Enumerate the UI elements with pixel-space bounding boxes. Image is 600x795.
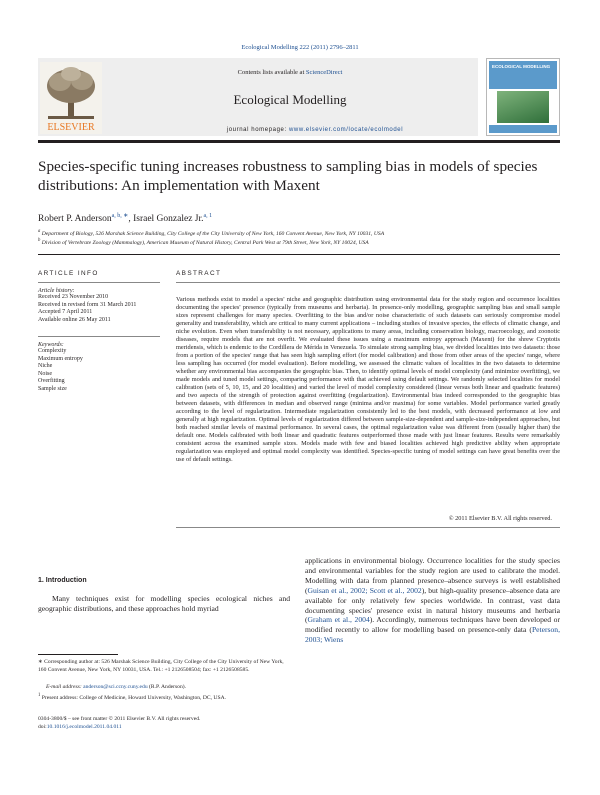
contents-line: Contents lists available at ScienceDirect [237,69,343,76]
homepage-link[interactable]: www.elsevier.com/locate/ecolmodel [288,127,404,133]
keyword: Complexity [38,348,67,354]
intro-paragraph: Many techniques exist for modelling species ecological niches and geographic distributions, and these approaches hold myriad [38,594,290,613]
citation-link[interactable]: Guisan et al., 2002; Scott et al., 2002 [307,585,422,595]
author-name: Robert P. Anderson [38,214,112,225]
author-affiliation-marks[interactable]: a, b, ∗ [111,213,129,219]
history-item: Received 23 November 2010 [38,294,109,300]
header-rule [38,140,560,143]
elsevier-tree-logo [40,62,102,134]
article-info-heading: ARTICLE INFO [38,270,99,277]
history-item: Received in revised form 31 March 2011 [38,301,137,308]
email-link[interactable]: anderson@sci.ccny.cuny.edu [83,684,148,690]
keyword: Noise [38,370,52,377]
affiliation: $^b$ Division of Vertebrate Zoology (Mammalogy), American Museum of Natural History, Central Park West at 79th Street, New York, NY 10024, USA [38,238,369,246]
divider [38,254,560,255]
citation-link[interactable]: Graham et al., 2004 [307,615,370,625]
author-line: Robert P. Anderson$^{a, b, ∗}$, Israel Gonzalez Jr.$^{a, 1}$ [38,213,213,225]
email-footnote: E-mail address: anderson@sci.ccny.cuny.edu (R.P. Anderson). [46,684,187,690]
journal-homepage-line: journal homepage: www.elsevier.com/locate/ecolmodel [226,127,404,133]
copyright: © 2011 Elsevier B.V. All rights reserved. [448,515,552,522]
present-address-footnote: $^1$ Present address: College of Medicine, Howard University, Washington, DC, USA. [38,693,227,701]
divider [176,527,560,528]
keyword: Maximum entropy [38,355,83,362]
doi-line: doi:10.1016/j.ecolmodel.2011.04.011 [38,724,122,730]
abstract-heading: ABSTRACT [176,270,222,277]
sciencedirect-link[interactable]: ScienceDirect [305,69,343,76]
cover-bar [489,125,557,133]
article-title: Species-specific tuning increases robustness to sampling bias in models of species distributions: An implementation with Maxent [38,158,538,194]
cover-title: ECOLOGICAL MODELLING [492,64,551,69]
footnote-rule [38,654,118,655]
abstract-text: Various methods exist to model a species' niche and geographic distribution using environmental data for the study region and occurrence localities documenting the species' presence (typically from museums and herbaria). In presence-only modelling, geographic sampling bias and small sample sizes represent challenges for many species. Overfitting to the bias and/or noise characteristic of such datasets can seriously compromise model generality and transferability, which are critical to many current applications – including studies of invasive species, the effects of climatic change, and niche evolution. Even when transferability is not necessary, applications to many areas, including conservation biology, macroecology, and zoonotic diseases, require models that are not overfit. We evaluated these issues using a maximum entropy approach (Maxent) for the shrew Cryptotis meridensis, which is endemic to the Cordillera de Mérida in Venezuela. To simulate strong sampling bias, we divided localities into two datasets: those from a portion of the species' range that has seen high sampling effort (for model calibration) and those from other areas of the species' range, where less sampling has occurred (for model evaluation). Before modelling, we assessed the climatic values of localities in the two datasets to determine whether any environmental bias accompanies the geographic bias. Then, to identify optimal levels of model complexity (and minimize overfitting), we made models and tuned model settings, comparing performance with that achieved using default settings. We randomly selected localities for model calibration (sets of 5, 10, 15, and 20 localities) and varied the level of model complexity considered (linear versus both linear and quadratic features) and two aspects of the strength of protection against overfitting (regularization). Environmental bias indeed corresponded to the geographic bias between datasets, with differences in median and observed range (minima and/or maxima) for some variables. Model performance varied greatly according to the level of regularization. Intermediate regularization consistently led to the best models, with decreased performance at low and generally at high regularization. Optimal levels of regularization differed between sample-size-dependent and sample-size-independent approaches, but both reached similar levels of maximal performance. In several cases, the optimal regularization value was different from (usually higher than) the default one. Models calibrated with both linear and quadratic features outperformed those made with just linear features. Results were remarkably consistent across the examined sample sizes. Models made with few and biased localities achieved high predictive ability when appropriate regularization was employed and optimal model complexity was identified. Species-specific tuning of model settings can have great benefits over the use of default settings. [176,296,560,463]
author-name: Israel Gonzalez Jr. [133,214,204,225]
history-item: Available online 26 May 2011 [38,316,111,323]
journal-reference[interactable]: Ecological Modelling 222 (2011) 2796–2811 [241,44,359,51]
issn-line: 0304-3800/$ – see front matter © 2011 Elsevier B.V. All rights reserved. [38,716,201,722]
intro-paragraph-continued: applications in environmental biology. Occurrence localities for the study species and environmental variables for the study region are used to calibrate the model. Modelling with data from planned presence–absence surveys is well established (Guisan et al., 2002; Scott et al., 2002), but high-quality presence–absence data are available for only relatively few species worldwide. In contrast, vast data documenting species' presence exist in natural history museums and herbaria (Graham et al., 2004). Accordingly, numerous techniques have been developed or modified recently to allow for modelling based on presence-only data (Peterson, 2003; Wiens [305,556,560,645]
keyword: Overfitting [38,378,65,385]
keywords: Keywords: Complexity Maximum entropy Niche Noise Overfitting Sample size [38,342,163,394]
affiliation: $^a$ Department of Biology, 526 Marshak Science Building, City College of the City University of New York, 160 Convent Avenue, New York, NY 10031, USA [38,229,385,237]
divider [176,282,560,283]
keyword: Niche [38,363,53,370]
divider [38,282,160,283]
journal-cover-thumbnail [486,58,560,136]
doi-link[interactable]: 10.1016/j.ecolmodel.2011.04.011 [46,724,122,730]
article-history: Article history: Received 23 November 2010 Received in revised form 31 March 2011 Accepted 7 April 2011 Available online 26 May 2011 [38,288,163,324]
journal-title: Ecological Modelling [233,92,347,107]
keyword: Sample size [38,385,67,392]
elsevier-wordmark: ELSEVIER [47,122,95,133]
history-item: Accepted 7 April 2011 [38,309,93,316]
section-heading: 1. Introduction [38,577,87,584]
cover-image [497,91,549,123]
author-affiliation-marks[interactable]: a, 1 [203,213,213,219]
divider [38,336,160,337]
citation-link[interactable]: Peterson, 2003; Wiens [305,625,560,645]
corresponding-footnote: ∗ Corresponding author at: 526 Marshak Science Building, City College of the City University of New York, 160 Convent Avenue, New York, NY 10031, USA. Tel.: +1 2126508504; fax: +1 2126508585. [38,659,284,673]
